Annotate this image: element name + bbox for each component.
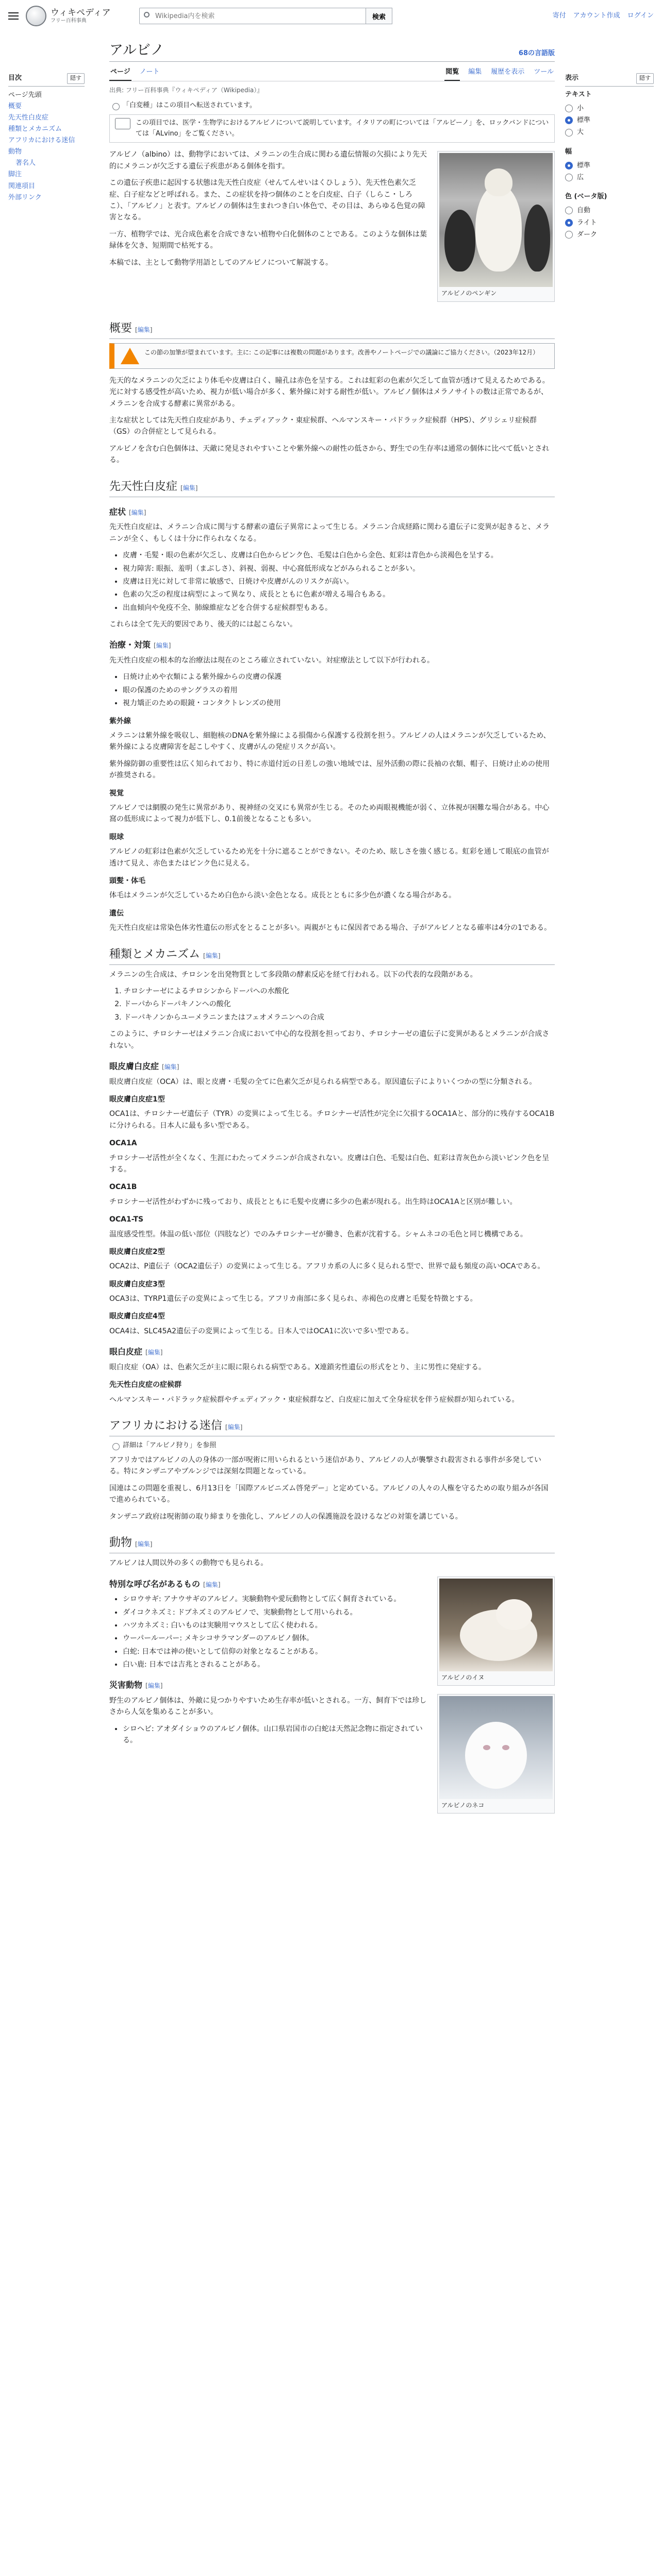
overview-paragraph-2: 主な症状としては先天性白皮症があり、チェディアック・東症候群、ヘルマンスキー・パドラック症候群（HPS）、グリシェリ症候群（GS）の合併症として見られる。: [109, 416, 537, 436]
oca1ts-paragraph: 温度感受性型。体温の低い部位（四肢など）でのみチロシナーゼが働き、色素が沈着する。シャムネコの毛色と同じ機構である。: [109, 1230, 527, 1239]
edit-link[interactable]: 編集: [156, 642, 169, 650]
disambiguation-box: [109, 114, 555, 143]
radio-button[interactable]: [565, 162, 573, 170]
toc-item[interactable]: アフリカにおける迷信: [8, 137, 75, 145]
search-button[interactable]: 検索: [366, 8, 392, 24]
uv-paragraph-1: メラニンは紫外線を吸収し、細胞核のDNAを紫外線による損傷から保護する役割を担う。アルビノの人はメラニンが欠乏しているため、紫外線による皮膚障害を起こしやすく、皮膚がんの発症リスクが高い。: [109, 732, 551, 752]
text-size-label: テキスト: [565, 90, 592, 98]
vision-paragraph: アルビノでは網膜の発生に異常があり、視神経の交叉にも異常が生じる。そのため両眼視機能が弱く、立体視が困難な場合がある。中心窩の低形成によって視力が低下し、0.1前後となることも多い。: [109, 803, 550, 824]
thumbnail-dog[interactable]: [437, 1577, 555, 1686]
color-option[interactable]: [565, 229, 654, 241]
list-item: • 皮膚は日光に対して非常に敏感で、日焼けや皮膚がんのリスクが高い。: [123, 576, 555, 587]
edit-link[interactable]: 編集: [205, 952, 218, 959]
disambiguation-icon: [115, 118, 130, 129]
toc-item[interactable]: 著名人: [15, 159, 36, 167]
edit-link[interactable]: 編集: [164, 1063, 177, 1071]
disambiguation-text: この項目では、医学・生物学におけるアルビノについて説明しています。イタリアの町については「アルビーノ」を、ロックバンドについては「ALvino」をご覧ください。: [136, 118, 549, 138]
tab-read[interactable]: 閲覧: [444, 65, 460, 81]
albino-cat-image: [439, 1696, 553, 1799]
appearance-panel: [565, 73, 654, 249]
intro-paragraph-4: 本稿では、主として動物学用語としてのアルビノについて解説する。: [109, 258, 333, 267]
radio-button[interactable]: [565, 116, 573, 124]
oca4-paragraph: OCA4は、SLC45A2遺伝子の変異によって生じる。日本人ではOCA1に次いで多い型である。: [109, 1327, 413, 1335]
subheading-vision: 視覚: [109, 789, 124, 798]
syndromes-paragraph: ヘルマンスキー・パドラック症候群やチェディアック・東症候群など、白皮症に加えて全身症状を伴う症候群が知られている。: [109, 1395, 519, 1404]
treatment-list: [123, 671, 555, 709]
site-subtitle: 出典: フリー百科事典『ウィキペディア（Wikipedia）』: [109, 86, 263, 94]
logo-subtitle: フリー百科事典: [51, 18, 87, 24]
list-item: • ウーパールーパー: メキシコサラマンダーのアルビノ個体。: [123, 1633, 555, 1644]
thumbnail-caption: アルビノのペンギン: [441, 290, 497, 297]
tab-edit[interactable]: 編集: [468, 68, 482, 76]
list-item: • シロヘビ: アオダイショウのアルビノ個体。山口県岩国市の白蛇は天然記念物に指定されている。: [123, 1723, 555, 1747]
thumbnail-penguin[interactable]: [437, 151, 555, 301]
tab-talk[interactable]: ノート: [139, 68, 160, 76]
oa-paragraph: 眼白皮症（OA）は、色素欠乏が主に眼に限られる病型である。X連鎖劣性遺伝の形式をとり、主に男性に発症する。: [109, 1363, 486, 1371]
tab-history[interactable]: 履歴を表示: [491, 68, 525, 76]
radio-button[interactable]: [565, 174, 573, 181]
globe-logo-icon: [26, 6, 46, 26]
toc-item[interactable]: 概要: [8, 102, 22, 110]
toc-item[interactable]: 外部リンク: [8, 193, 42, 201]
mechanism-paragraph-2: このように、チロシナーゼはメラニン合成において中心的な役割を担っており、チロシナーゼの遺伝子に変異があるとメラニンが合成されない。: [109, 1030, 550, 1050]
list-item: • 視力矯正のための眼鏡・コンタクトレンズの使用: [123, 698, 555, 709]
language-button[interactable]: 68の言語版: [518, 49, 555, 58]
donate-link[interactable]: 寄付: [552, 11, 566, 20]
thumbnail-cat[interactable]: [437, 1694, 555, 1814]
oca1a-paragraph: チロシナーゼ活性が全くなく、生涯にわたってメラニンが合成されない。皮膚は白色、毛髪は白色、虹彩は青灰色から淡いピンク色を呈する。: [109, 1154, 550, 1174]
toc-title: 目次: [8, 74, 22, 82]
subheading-oca1ts: OCA1-TS: [109, 1215, 144, 1224]
mechanism-list: [124, 986, 555, 1023]
overview-paragraph-3: アルビノを含む白色個体は、天敵に発見されやすいことや紫外線への耐性の低さから、野生での生存率は通常の個体に比べて低いとされる。: [109, 444, 550, 465]
subheading-oca1: 眼皮膚白皮症1型: [109, 1095, 165, 1104]
text-size-option[interactable]: [565, 114, 654, 126]
radio-button[interactable]: [565, 207, 573, 214]
toc-item[interactable]: 種類とメカニズム: [8, 125, 62, 133]
subheading-named: 特別な呼び名があるもの [編集]: [109, 1579, 221, 1589]
list-item: • ダイコクネズミ: ドブネズミのアルビノで、実験動物として用いられる。: [123, 1607, 555, 1618]
color-label: 色 (ベータ版): [565, 193, 607, 201]
color-option-label: ライト: [577, 218, 597, 227]
section-heading-africa: アフリカにおける迷信 [編集]: [109, 1417, 555, 1436]
warning-icon: [121, 348, 139, 364]
subheading-treatment: 治療・対策 [編集]: [109, 640, 171, 650]
subheading-oca1b: OCA1B: [109, 1183, 137, 1192]
edit-link[interactable]: 編集: [227, 1423, 240, 1431]
maintenance-text: この節の加筆が望まれています。主に: この記事には複数の問題があります。改善やノートページでの議論にご協力ください。（2023年12月）: [144, 348, 539, 356]
treatment-paragraph: 先天性白皮症の根本的な治療法は現在のところ確立されていない。対症療法として以下が行われる。: [109, 656, 434, 665]
subheading-oca: 眼皮膚白皮症 [編集]: [109, 1061, 179, 1072]
edit-link[interactable]: 編集: [131, 509, 144, 516]
text-size-option-label: 標準: [577, 116, 591, 124]
radio-button[interactable]: [565, 219, 573, 227]
list-item: • 出血傾向や免疫不全、肺線維症などを合併する症候群型もある。: [123, 602, 555, 614]
list-item: • シロウサギ: アナウサギのアルビノ。実験動物や愛玩動物として広く飼育されている。: [123, 1594, 555, 1605]
hatnote: 「白変種」はこの項目へ転送されています。: [109, 100, 555, 111]
list-item: 3. ドーパキノンからユーメラニンまたはフェオメラニンへの合成: [124, 1012, 555, 1023]
oca1b-paragraph: チロシナーゼ活性がわずかに残っており、成長とともに毛髪や皮膚に多少の色素が現れる。出生時はOCA1Aと区別が難しい。: [109, 1197, 517, 1206]
list-item: • 色素の欠乏の程度は病型によって異なり、成長とともに色素が増える場合もある。: [123, 589, 555, 600]
edit-link[interactable]: 編集: [137, 326, 150, 333]
albino-dog-image: [439, 1579, 553, 1671]
list-item: • 皮膚・毛髪・眼の色素が欠乏し、皮膚は白色からピンク色、毛髪は白色から金色、虹彩は青色から淡褐色を呈する。: [123, 550, 555, 561]
page-title: アルビノ: [109, 42, 164, 58]
section-heading-animals: 動物 [編集]: [109, 1534, 555, 1553]
africa-paragraph-3: タンザニア政府は呪術師の取り締まりを強化し、アルビノの人の保護施設を設けるなどの対策を講じている。: [109, 1512, 462, 1521]
list-item: • 白い鹿: 日本では吉兆とされることがある。: [123, 1659, 555, 1670]
width-option-label: 広: [577, 173, 584, 181]
login-link[interactable]: ログイン: [627, 11, 654, 20]
color-option-label: ダーク: [577, 230, 598, 239]
color-option-label: 自動: [577, 207, 591, 215]
search-input[interactable]: [139, 8, 366, 24]
overview-paragraph-1: 先天的なメラニンの欠乏により体毛や皮膚は白く、瞳孔は赤色を呈する。これは虹彩の色素が欠乏して血管が透けて見えるためである。光に対する感受性が高いため、視力が低い場合が多く、紫外線に対する耐性が低い。アルビノ個体はメラノサイトの数は正常であるが、メラニンを合成する酵素に異常がある。: [109, 376, 550, 408]
text-size-option[interactable]: [565, 103, 654, 114]
edit-link[interactable]: 編集: [147, 1349, 160, 1357]
create-account-link[interactable]: アカウント作成: [573, 11, 620, 20]
toc-item[interactable]: 関連項目: [8, 182, 36, 190]
text-size-option-label: 大: [577, 128, 584, 137]
color-option[interactable]: [565, 217, 654, 229]
width-option[interactable]: [565, 172, 654, 183]
toc-item[interactable]: 脚注: [8, 171, 22, 179]
symptoms-note: これらは全て先天的要因であり、後天的には起こらない。: [109, 620, 297, 629]
subheading-oca2: 眼皮膚白皮症2型: [109, 1247, 165, 1256]
hair-paragraph: 体毛はメラニンが欠乏しているため白色から淡い金色となる。成長とともに多少色が濃くなる場合がある。: [109, 891, 456, 900]
subheading-oca3: 眼皮膚白皮症3型: [109, 1280, 165, 1289]
list-item: • 眼の保護のためのサングラスの着用: [123, 685, 555, 696]
intro-paragraph-3: 一方、植物学では、光合成色素を合成できない植物や白化個体のことである。このような個体は葉緑体を欠き、短期間で枯死する。: [109, 230, 427, 250]
subheading-oca4: 眼皮膚白皮症4型: [109, 1312, 165, 1321]
eye-paragraph: アルビノの虹彩は色素が欠乏しているため光を十分に遮ることができない。そのため、眩しさを強く感じる。虹彩を通して眼底の血管が透けて見え、赤色またはピンク色に見える。: [109, 848, 549, 868]
search-icon: [144, 12, 150, 18]
genetics-paragraph: 先天性白皮症は常染色体劣性遺伝の形式をとることが多い。両親がともに保因者である場合、子がアルビノとなる確率は4分の1である。: [109, 924, 552, 933]
toc-item[interactable]: 動物: [8, 148, 22, 156]
width-option-label: 標準: [577, 161, 591, 170]
intro-paragraph-2: この遺伝子疾患に起因する状態は先天性白皮症（せんてんせいはくひしょう）、先天性色素欠乏症、白子症などと呼ばれる。また、この症状を持つ個体のことを白皮症、白子（しらこ・しろこ）、「アルビノ」と表す。アルビノの個体は生まれつき白い体色で、その目は、あらゆる色覚の障害となる。: [109, 179, 425, 222]
appearance-hide-button[interactable]: 隠す: [636, 73, 654, 84]
text-size-option[interactable]: [565, 126, 654, 138]
text-size-option-label: 小: [577, 104, 584, 112]
subheading-uv: 紫外線: [109, 717, 131, 725]
list-item: 2. ドーパからドーパキノンへの酸化: [124, 998, 555, 1010]
maintenance-notice: [109, 343, 555, 369]
africa-paragraph-1: アフリカではアルビノの人の身体の一部が呪術に用いられるという迷信があり、アルビノの人が襲撃され殺害される事件が多発している。特にタンザニアやブルンジでは深刻な問題となっている。: [109, 1456, 541, 1476]
site-header: [0, 0, 662, 32]
toc-hide-button[interactable]: 隠す: [67, 73, 85, 84]
logo-title: ウィキペディア: [51, 8, 111, 19]
edit-link[interactable]: 編集: [205, 1581, 218, 1588]
subheading-oa: 眼白皮症 [編集]: [109, 1347, 163, 1357]
oca2-paragraph: OCA2は、P遺伝子（OCA2遺伝子）の変異によって生じる。アフリカ系の人に多く見られる型で、世界で最も頻度の高いOCAである。: [109, 1262, 545, 1271]
oca-paragraph: 眼皮膚白皮症（OCA）は、眼と皮膚・毛髪の全てに色素欠乏が見られる病型である。原因遺伝子によりいくつかの型に分類される。: [109, 1077, 537, 1086]
toc-item[interactable]: ページ先頭: [8, 91, 42, 99]
wild-paragraph: 野生のアルビノ個体は、外敵に見つかりやすいため生存率が低いとされる。一方、飼育下では珍しさから人気を集めることが多い。: [109, 1697, 427, 1717]
article-content: [109, 32, 555, 1820]
list-item: • 視力障害: 眼振、羞明（まぶしさ）、斜視、弱視、中心窩低形成などがみられることが多い。: [123, 563, 555, 574]
toc-item[interactable]: 先天性白皮症: [8, 113, 49, 122]
subheading-symptoms: 症状 [編集]: [109, 506, 146, 517]
africa-hatnote: 詳細は「アルビノ狩り」を参照: [109, 1440, 555, 1451]
list-item: 1. チロシナーゼによるチロシンからドーパへの水酸化: [124, 986, 555, 997]
list-item: • 日焼け止めや衣類による紫外線からの皮膚の保護: [123, 671, 555, 683]
intro-paragraph-1: アルビノ（albino）は、動物学においては、メラニンの生合成に関わる遺伝情報の欠損により先天的にメラニンが欠乏する遺伝子疾患がある個体を指す。: [109, 150, 427, 171]
subheading-oca1a: OCA1A: [109, 1139, 137, 1148]
africa-paragraph-2: 国連はこの問題を重視し、6月13日を「国際アルビニズム啓発デー」と定めている。アルビノの人々の人権を守るための取り組みが各国で進められている。: [109, 1484, 549, 1504]
uv-paragraph-2: 紫外線防御の重要性は広く知られており、特に赤道付近の日差しの強い地域では、屋外活動の際に長袖の衣類、帽子、日焼け止めの使用が推奨される。: [109, 759, 550, 780]
thumbnail-caption: アルビノのネコ: [441, 1801, 485, 1809]
list-item: • ハツカネズミ: 白いものは実験用マウスとして広く使われる。: [123, 1620, 555, 1631]
symptoms-list: [123, 550, 555, 614]
mechanism-paragraph-1: メラニンの生合成は、チロシンを出発物質として多段階の酵素反応を経て行われる。以下の代表的な段階がある。: [109, 970, 477, 979]
wiki-logo[interactable]: [26, 6, 129, 26]
section-heading-congenital: 先天性白皮症 [編集]: [109, 478, 555, 497]
search-form: [139, 8, 392, 24]
oca3-paragraph: OCA3は、TYRP1遺伝子の変異によって生じる。アフリカ南部に多く見られ、赤褐色の皮膚と毛髪を特徴とする。: [109, 1295, 477, 1303]
thumbnail-caption: アルビノのイヌ: [441, 1673, 485, 1681]
toc-panel: [8, 73, 85, 204]
section-heading-mechanism: 種類とメカニズム [編集]: [109, 945, 555, 965]
width-option[interactable]: [565, 160, 654, 172]
width-label: 幅: [565, 147, 572, 156]
subheading-eye: 眼球: [109, 833, 124, 841]
symptoms-paragraph: 先天性白皮症は、メラニン合成に関与する酵素の遺伝子異常によって生じる。メラニン合成経路に関わる遺伝子に変異が起きると、メラニンが全く、もしくは十分に作られなくなる。: [109, 523, 550, 543]
oca1-paragraph: OCA1は、チロシナーゼ遺伝子（TYR）の変異によって生じる。チロシナーゼ活性が完全に欠損するOCA1Aと、部分的に残存するOCA1Bに分けられる。日本人に最も多い型である。: [109, 1110, 555, 1130]
main-menu-icon[interactable]: [8, 12, 19, 20]
subheading-syndromes: 先天性白皮症の症候群: [109, 1381, 181, 1389]
animals-intro: アルビノは人間以外の多くの動物でも見られる。: [109, 1559, 268, 1568]
radio-button[interactable]: [565, 105, 573, 112]
radio-button[interactable]: [565, 129, 573, 137]
edit-link[interactable]: 編集: [183, 484, 195, 492]
tab-tools[interactable]: ツール: [534, 68, 554, 76]
color-option[interactable]: [565, 205, 654, 216]
edit-link[interactable]: 編集: [147, 1682, 160, 1690]
appearance-title: 表示: [565, 74, 579, 82]
list-item: • 白蛇: 日本では神の使いとして信仰の対象となることがある。: [123, 1646, 555, 1657]
subheading-genetics: 遺伝: [109, 909, 124, 918]
subheading-hair: 頭髪・体毛: [109, 876, 145, 885]
edit-link[interactable]: 編集: [137, 1540, 150, 1548]
radio-button[interactable]: [565, 231, 573, 239]
tab-page[interactable]: ページ: [109, 65, 131, 81]
subheading-wild: 災害動物 [編集]: [109, 1680, 163, 1690]
albino-penguin-image: [439, 153, 553, 287]
section-heading-overview: 概要 [編集]: [109, 319, 555, 339]
